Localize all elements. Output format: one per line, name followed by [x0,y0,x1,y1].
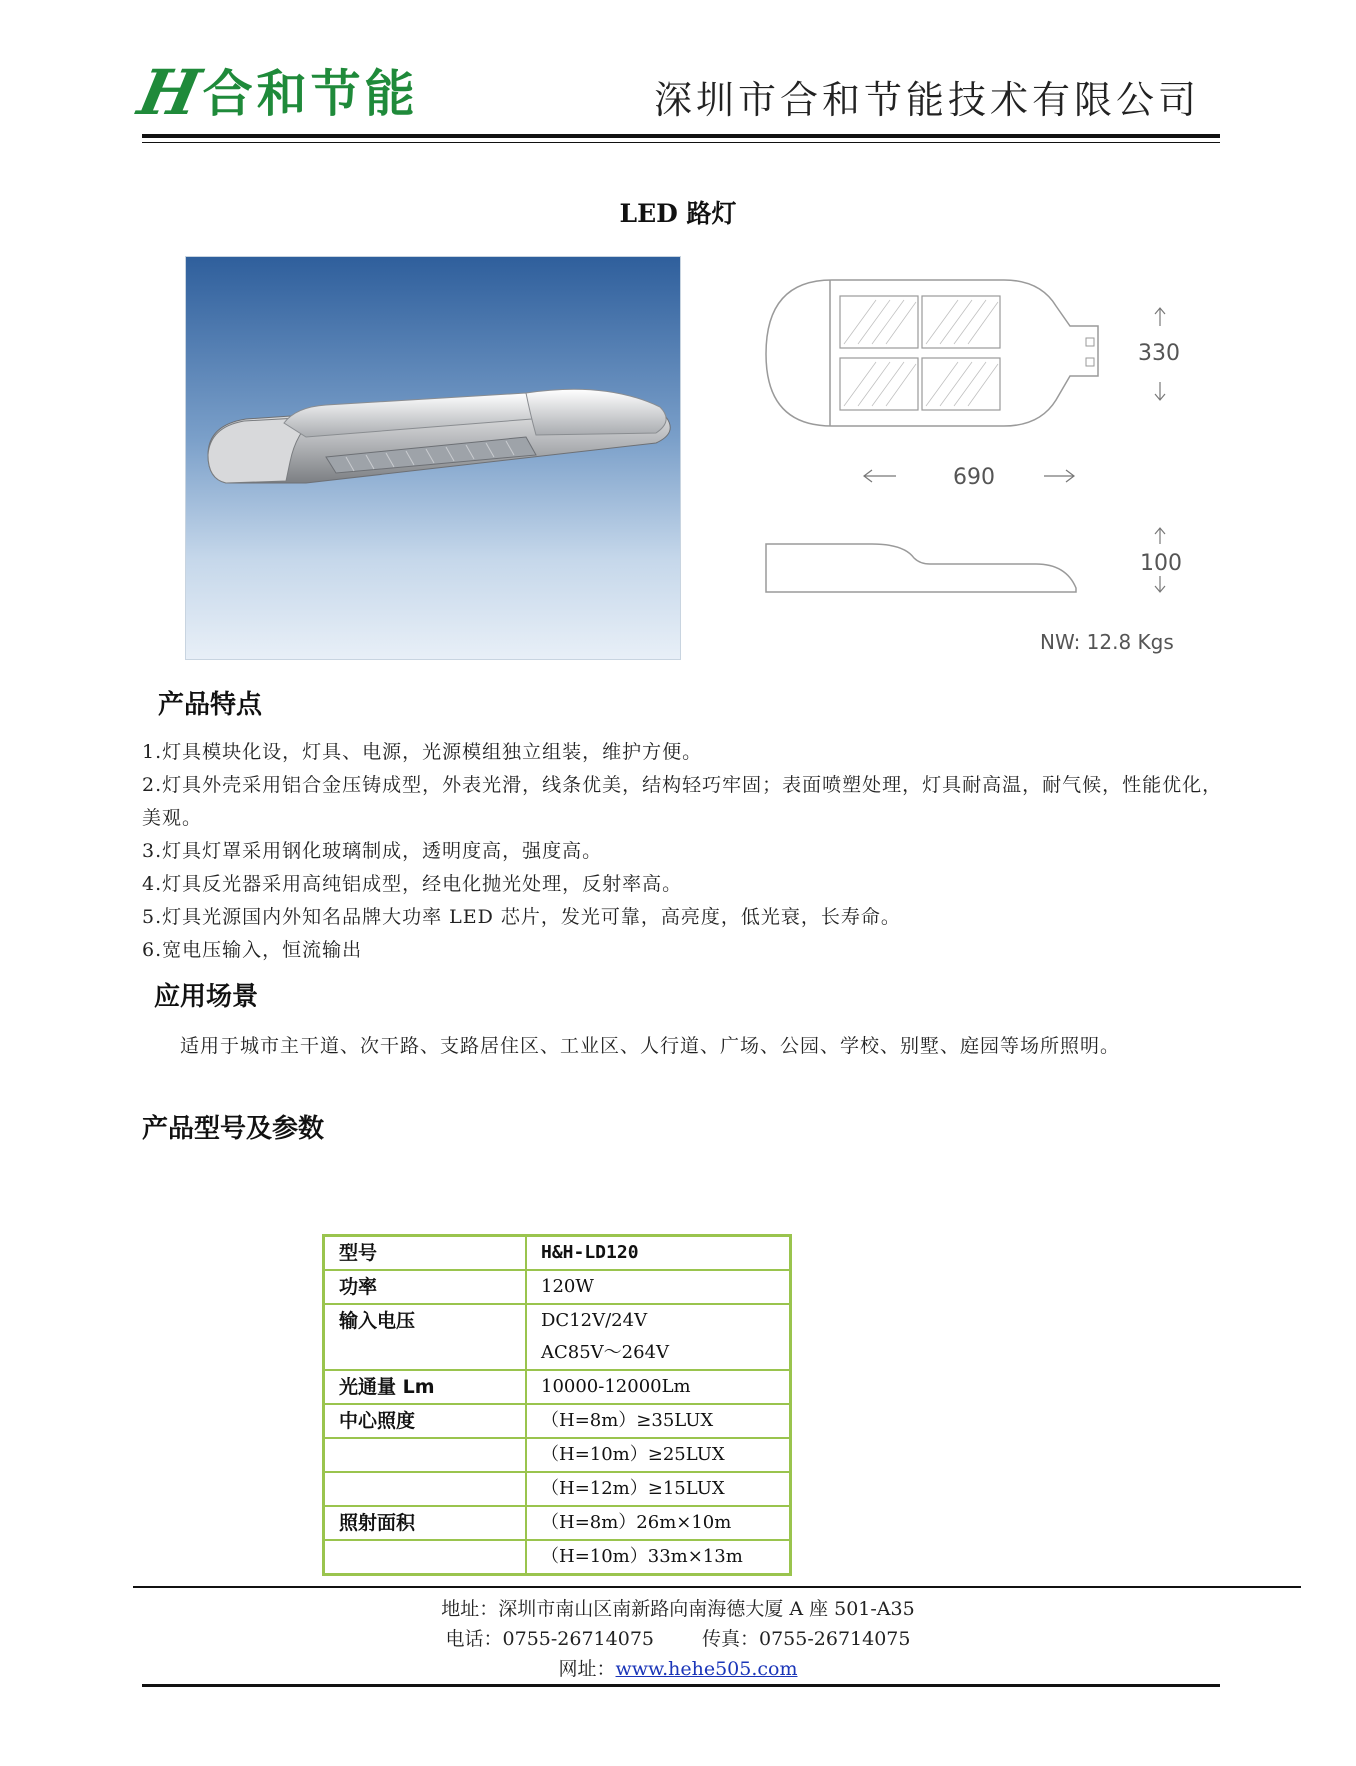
list-item: 3.灯具灯罩采用钢化玻璃制成，透明度高，强度高。 [142,840,603,862]
spec-table [322,1234,792,1576]
logo-mark: H [132,56,207,129]
logo-name: 合和节能 [202,65,419,123]
spec-key: 型号 [324,1236,527,1271]
header-rule-thin [142,142,1220,143]
top-view-outline [766,280,1098,426]
spec-value: （H=8m）26m×10m [526,1506,791,1540]
footer-rule-bottom [142,1684,1220,1687]
table-row [324,1506,791,1540]
spec-value: 10000-12000Lm [526,1370,791,1404]
footer-rule-top [133,1586,1301,1588]
spec-key [324,1438,527,1472]
spec-value-line: AC85V～264V [541,1342,670,1363]
spec-value-line: DC12V/24V [541,1310,648,1331]
table-row [324,1236,791,1271]
spec-key: 中心照度 [324,1404,527,1438]
depth-dimension-label: 100 [1140,551,1182,576]
table-row [324,1472,791,1506]
features-heading: 产品特点 [158,690,263,720]
table-row [324,1438,791,1472]
spec-value: （H=8m）≥35LUX [526,1404,791,1438]
spec-value: （H=12m）≥15LUX [526,1472,791,1506]
list-item: 2.灯具外壳采用铝合金压铸成型，外表光滑，线条优美，结构轻巧牢固；表面喷塑处理，灯具耐高温，耐气候，性能优化，美观。 [142,774,1223,829]
dimension-drawing [740,258,1240,668]
footer-web-label: 网址： [558,1658,616,1680]
list-item: 6.宽电压输入，恒流输出 [142,939,363,961]
footer-phone: 电话：0755-26714075 [445,1628,654,1650]
weight-label: NW: 12.8 Kgs [1040,630,1174,654]
dimension-drawing-svg [740,258,1240,668]
footer-address: 地址：深圳市南山区南新路向南海德大厦 A 座 501-A35 [441,1598,915,1620]
spec-value: H&H-LD120 [526,1236,791,1271]
header-rule-thick [142,134,1220,138]
params-heading: 产品型号及参数 [142,1114,325,1144]
list-item: 5.灯具光源国内外知名品牌大功率 LED 芯片，发光可靠，高亮度，低光衰，长寿命。 [142,906,901,928]
list-item: 1.灯具模块化设，灯具、电源，光源模组独立组装，维护方便。 [142,741,703,763]
product-photo [185,256,681,660]
spec-key [324,1540,527,1575]
spec-key: 功率 [324,1270,527,1304]
side-view-outline [766,544,1076,592]
table-row [324,1304,791,1370]
list-item: 4.灯具反光器采用高纯铝成型，经电化抛光处理，反射率高。 [142,873,683,895]
table-row [324,1370,791,1404]
spec-value: 120W [526,1270,791,1304]
table-row [324,1540,791,1575]
spec-key: 光通量 Lm [324,1370,527,1404]
company-name: 深圳市合和节能技术有限公司 [654,78,1201,122]
company-logo [132,56,419,129]
scene-heading: 应用场景 [154,982,259,1012]
spec-value-multiline [526,1304,791,1370]
footer-fax: 传真：0755-26714075 [702,1628,911,1650]
spec-value: （H=10m）33m×13m [526,1540,791,1575]
footer-contact [0,1626,1356,1652]
table-row [324,1404,791,1438]
width-dimension-label: 690 [953,465,995,490]
height-dimension-label: 330 [1138,341,1180,366]
spec-key [324,1472,527,1506]
page-title: LED 路灯 [619,199,737,228]
spec-key: 照射面积 [324,1506,527,1540]
website-link[interactable]: www.hehe505.com [615,1658,798,1680]
table-row [324,1270,791,1304]
feature-list [142,736,1232,967]
scene-text: 适用于城市主干道、次干路、支路居住区、工业区、人行道、广场、公园、学校、别墅、庭园等场所照明。 [180,1035,1121,1057]
spec-key: 输入电压 [324,1304,527,1370]
spec-value: （H=10m）≥25LUX [526,1438,791,1472]
footer-web [0,1656,1356,1682]
